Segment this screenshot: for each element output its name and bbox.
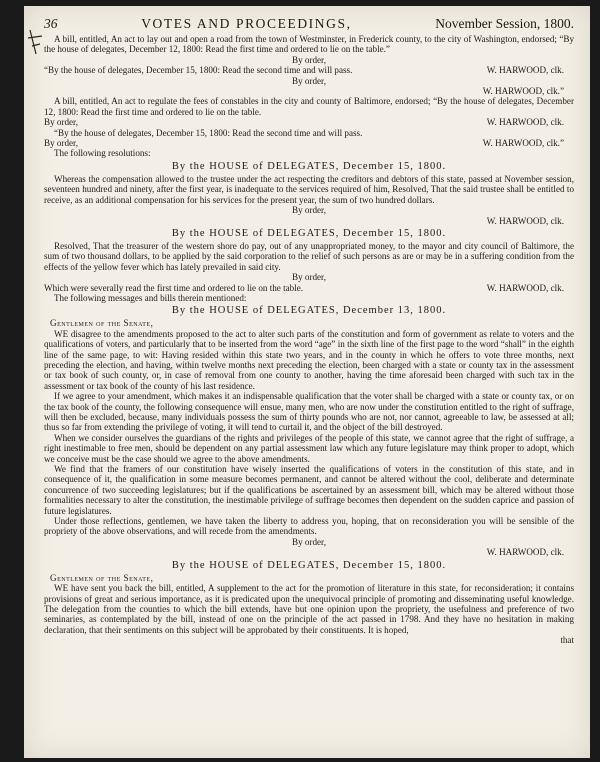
paragraph: WE have sent you back the bill, entitled, A supplement to the act for the promotion of literature in this state, for reconsideration; it contains provisions of great and serious importance, as it is predicated upon the unequivocal principle of promoting and disseminating useful knowledge. The delegation from the counties to which the bill extends, have but one opinion upon the propriety, the usefulness and preference of two seminaries, as contemplated by the bill, instead of one on the principle of the act passed in 1798. And they have no hesitation in making declaration, that their sentiments on this subject will be approbated by their constituents. It is hoped, [44, 583, 574, 635]
paragraph: Whereas the compensation allowed to the trustee under the act respecting the creditors and debtors of this state, passed at November session, seventeen hundred and ninety, after the first year, is inadequate to the services required of him, Resolved, That the said trustee shall be entitled to receive, as an additional compensation for his services for the present year, the sum of two hundred dollars. [44, 173, 574, 205]
clerk-signature: W. HARWOOD, clk. [486, 215, 564, 226]
by-order: By order, [292, 54, 326, 65]
clerk-signature: W. HARWOOD, clk. [486, 547, 564, 558]
page-number: 36 [44, 16, 58, 31]
clerk-signature: W. HARWOOD, clk. [486, 117, 564, 128]
clerk-signature: W. HARWOOD, clk. [486, 65, 564, 76]
clerk-signature: W. HARWOOD, clk.” [482, 138, 564, 149]
paragraph: A bill, entitled, An act to lay out and open a road from the town of Westminster, in Frederick county, to the city of Washington, endorsed; “By the house of delegates, December 12, 1800: Read the first time and ordered to lie on the table.” [44, 34, 574, 55]
page-content [44, 16, 574, 646]
signature-line [44, 216, 574, 226]
signature-line [44, 117, 574, 127]
signature-left: By order, [44, 117, 78, 128]
document-body [44, 34, 574, 646]
paragraph: “By the house of delegates, December 15, 1800: Read the second time and will pass. [54, 127, 363, 138]
paragraph: The following resolutions: [54, 148, 151, 159]
document-page [24, 6, 590, 758]
house-heading: By the HOUSE of DELEGATES, December 13, 1800. [171, 305, 447, 317]
catchword: that [560, 635, 574, 646]
signature-line [44, 283, 574, 293]
paragraph: If we agree to your amendment, which makes it an indispensable qualification that the voter shall be charged with a state or county tax, or on the tax book of the county, the following consequence will ensue, many men, who are now under the constitution entitled to the right of suffrage, will then be excluded, because, many individuals possess the sum of thirty pounds who are not, nor cannot, agreeable to law, be assessed at all; thus so far from extending the privilege of voting, it will tend to curtail it, and the object of the bill destroyed. [44, 391, 574, 433]
paragraph: We find that the framers of our constitution have wisely inserted the qualifications of voters in the constitution of this state, and in consequence of it, the qualification in some measure becomes permanent, and cannot be altered without the cool, deliberate and determinate concurrence of two succeeding legislatures; but if the qualifications be ascertained by an assessment bill, which may be altered without those formalities necessary to alter the constitution, the inestimable privilege of suffrage becomes then dependent on the sudden caprice and passion of future legislatures. [44, 464, 574, 516]
salutation: Gentlemen of the Senate, [50, 572, 154, 583]
paragraph: Under those reflections, gentlemen, we have taken the liberty to address you, hoping, that on reconsideration you will be sensible of the propriety of the above observations, and will recede from the amendments. [44, 516, 574, 537]
page-title: VOTES AND PROCEEDINGS, [141, 16, 352, 31]
house-heading: By the HOUSE of DELEGATES, December 15, 1800. [171, 227, 447, 239]
clerk-signature: W. HARWOOD, clk.” [482, 86, 564, 97]
house-heading: By the HOUSE of DELEGATES, December 15, 1800. [171, 160, 447, 172]
salutation: Gentlemen of the Senate, [50, 318, 154, 329]
by-order: By order, [292, 536, 326, 547]
signature-line [44, 86, 574, 96]
handwritten-margin-mark-icon [26, 24, 46, 64]
signature-line [44, 138, 574, 148]
signature-line [44, 65, 574, 75]
session-label: November Session, 1800. [435, 16, 574, 31]
paragraph: The following messages and bills therein mentioned: [54, 292, 247, 303]
by-order: By order, [292, 205, 326, 216]
by-order: By order, [292, 75, 326, 86]
by-order: By order, [292, 272, 326, 283]
signature-left: By order, [44, 138, 78, 149]
paragraph: WE disagree to the amendments proposed to the act to alter such parts of the constitution and form of government as relate to voters and the qualifications of voters, and particularly that to be inserted from the word “age” in the sixth line of the first page to the word “shall” in the eighth line of the same page, to wit: Having resided within this state two years, and in the county in which he offers to vote three months, next preceding the election, and having, within twelve months next preceding the election, been charged with a state or county tax in the assessment or tax book of such county, or, in case of removal from one county to another, having the time aforesaid been charged with such tax in the assessment or tax book of the county of his last residence. [44, 328, 574, 391]
paragraph: Resolved, That the treasurer of the western shore do pay, out of any unappropriated money, to the mayor and city council of Baltimore, the sum of two thousand dollars, to be applied by the said corporation to the relief of such persons as are or may be in a suffering condition from the effects of the yellow fever which has lately prevailed in said city. [44, 240, 574, 272]
clerk-signature: W. HARWOOD, clk. [486, 282, 564, 293]
house-heading: By the HOUSE of DELEGATES, December 15, 1800. [171, 559, 447, 571]
paragraph: When we consider ourselves the guardians of the rights and privileges of the people of this state, we cannot agree that the right of suffrage, a right inestimable to free men, should be dependent on any partial assessment law which any future legislature may think proper to adopt, which we conceive must be the case should we agree to the above amendments. [44, 432, 574, 464]
signature-left: Which were severally read the first time and ordered to lie on the table. [44, 282, 304, 293]
page-header [44, 16, 574, 32]
signature-line [44, 547, 574, 557]
paragraph: A bill, entitled, An act to regulate the fees of constables in the city and county of Baltimore, endorsed; “By the house of delegates, December 12, 1800: Read the first time and ordered to lie on the table. [44, 96, 574, 117]
signature-left: “By the house of delegates, December 15, 1800: Read the second time and will pass. [44, 65, 353, 76]
